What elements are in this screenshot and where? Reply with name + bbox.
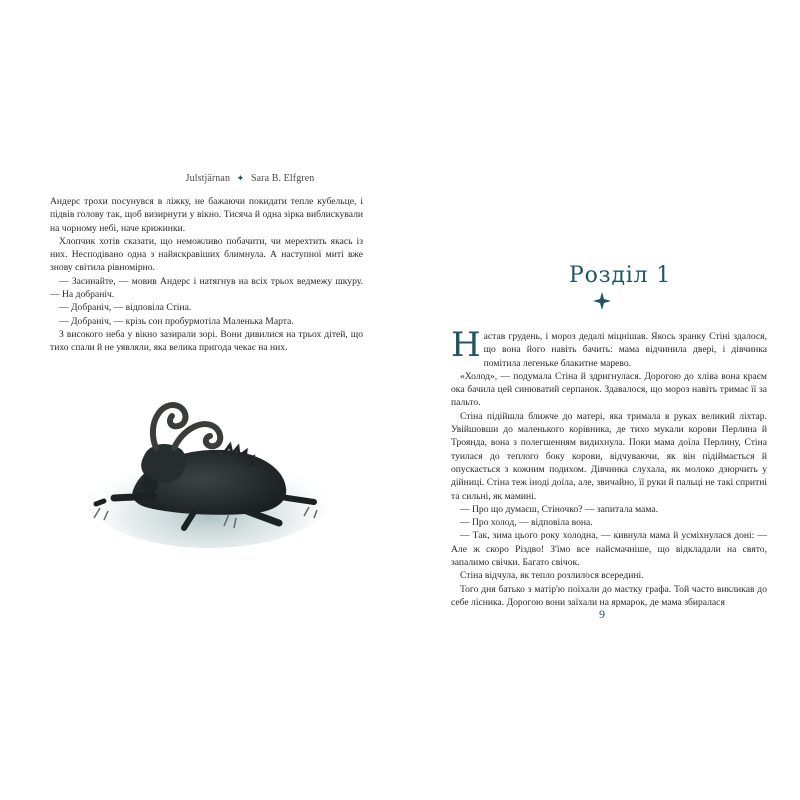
star-separator-icon: ✦ <box>236 173 245 183</box>
chapter-title: Розділ 1 <box>569 263 671 288</box>
right-body-text <box>451 325 767 609</box>
paragraph: «Холод», — подумала Стіна й здригнулася. Дорогою до хліва вона краєм ока бачила цей синюватий серпанок. Здавалося, що мороз навіть тримає її за пальто. <box>451 370 767 409</box>
drop-cap: Н <box>451 325 481 365</box>
page-number: 9 <box>599 607 605 621</box>
paragraph-text: астав грудень, і мороз дедалі міцнішав. Якось зранку Стіні здалося, що вона його навіть бачить: мама відчинила двері, і дівчинка помітила легеньке блакитне марево. <box>483 331 767 369</box>
paragraph: — Про холод, — відповіла вона. <box>460 517 593 529</box>
paragraph: — Так, зима цього року холодна, — кивнула мама й усміхнулася доні: — Але ж скоро Різдво! З'їмо все найсмачніше, що відкладали на свято, запалимо свічки. Багато свічок. <box>451 530 767 569</box>
paragraph: — Добраніч, — відповіла Стіна. <box>59 302 192 314</box>
paragraph: З високого неба у вікно зазирали зорі. Вони дивилися на трьох дітей, що тихо спали й не уявляли, яка велика пригода чекає на них. <box>50 328 363 354</box>
book-title: Julstjärnan <box>185 173 231 184</box>
paragraph: Того дня батько з матір'ю поїхали до маєтку графа. Той часто викликав до себе лісника. Дорогою вони заїхали на ярмарок, де мама збиралася <box>451 583 767 608</box>
paragraph: Хлопчик хотів сказати, що неможливо побачити, чи мерехтить якась із них. Несподівано одна з найяскравіших блимнула. А наступної миті вже знову світила рівномірно. <box>50 235 363 274</box>
four-point-star-icon <box>593 292 611 310</box>
paragraph <box>451 325 767 370</box>
paragraph: — Засинайте, — мовив Андерс і натягнув на всіх трьох ведмежу шкуру. — На добраніч. <box>50 275 363 301</box>
paragraph: — Про що думаєш, Стіночко? — запитала мама. <box>460 503 659 515</box>
right-page <box>400 0 800 800</box>
paragraph: Стіна підійшла ближче до матері, яка тримала в руках великий ліхтар. Увійшовши до маленького корівника, де тихо мукали корови Перлина й Троянда, вона з полегшенням видихнула. Поки мама доїла Перлину, Стіна туилася до теплого боку корови, відчуваючи, як він підіймається й опускається з кожним подихом. Дівчинка слухала, як молоко дзюрчить у дійниці. Стіна теж іноді доїла, але, звичайно, її руки й пальці не такі спритні та сильні, як мамині. <box>451 410 767 502</box>
running-header <box>120 173 380 184</box>
paragraph: Андерс трохи посунувся в ліжку, не бажаючи покидати тепле кубельце, і підвів голову так, щоб визирнути у вікно. Тисяча й одна зірка виблискували на чорному небі, наче крижинки. <box>50 196 363 234</box>
paragraph: Стіна відчула, як тепло розлилося всередині. <box>460 570 644 582</box>
goat-illustration <box>74 378 334 548</box>
author-name: Sara B. Elfgren <box>250 173 315 184</box>
paragraph: — Добраніч, — крізь сон пробурмотіла Маленька Марта. <box>59 315 294 327</box>
left-body-text <box>50 195 363 355</box>
